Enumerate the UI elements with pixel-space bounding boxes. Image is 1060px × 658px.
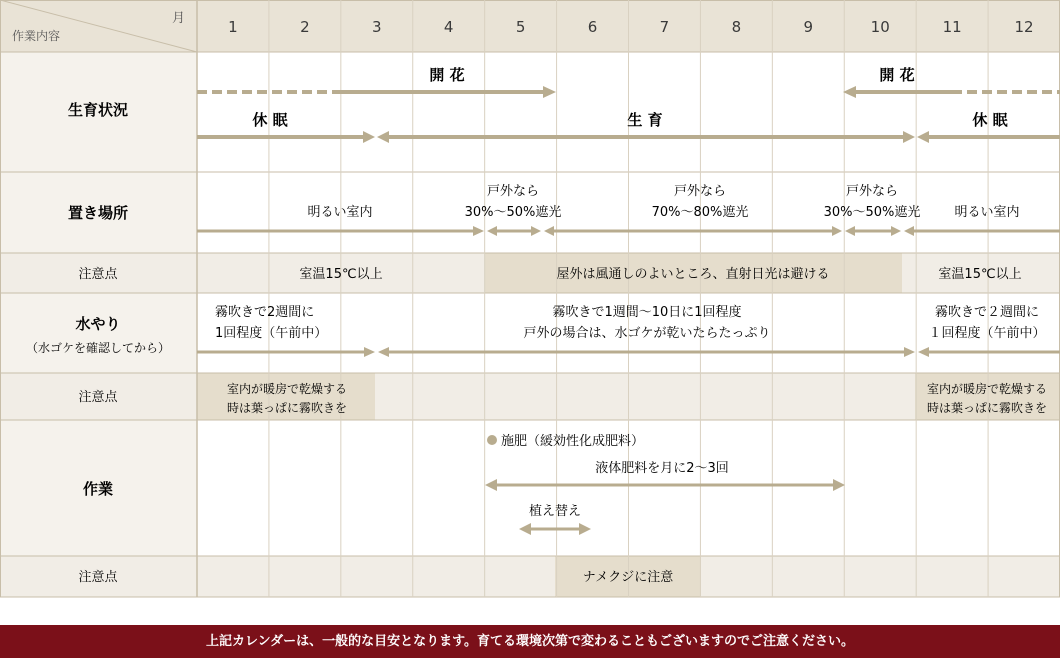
header-row-bg [0, 0, 1060, 52]
month-label: 1 [228, 18, 238, 36]
location-outdoor2-line1: 戸外なら [673, 184, 727, 199]
disclaimer-banner: 上記カレンダーは、一般的な目安となります。育てる環境次第で変わることもございますのでご注意ください。 [0, 625, 1060, 658]
work-note-slug: ナメクジに注意 [582, 570, 674, 585]
location-note-right: 室温15℃以上 [938, 267, 1022, 282]
month-label: 5 [515, 18, 526, 36]
row-label-water-note: 注意点 [78, 390, 118, 405]
row-label-growth: 生育状況 [67, 101, 129, 119]
corner-task-label: 作業内容 [12, 29, 61, 43]
month-divider-lines [269, 0, 988, 597]
work-liquid: 液体肥料を月に2〜3回 [595, 461, 729, 476]
work-fertilizer: 施肥（緩効性化成肥料） [501, 434, 645, 449]
water-note-right-line2: 時は葉っぱに霧吹きを [926, 401, 1048, 415]
month-label: 10 [870, 18, 890, 36]
location-outdoor3-line2: 30%〜50%遮光 [823, 205, 921, 220]
water-mid-line1: 霧吹きで1週間〜10日に1回程度 [552, 305, 742, 320]
water-note-left-line2: 時は葉っぱに霧吹きを [226, 401, 348, 415]
row-label-location-note: 注意点 [78, 267, 118, 282]
location-note-left: 室温15℃以上 [299, 267, 383, 282]
bloom-right-label: 開 花 [879, 66, 915, 84]
location-outdoor3-line1: 戸外なら [845, 184, 899, 199]
water-left-line2: 1回程度（午前中） [215, 326, 328, 341]
water-left-line1: 霧吹きで2週間に [215, 305, 315, 320]
month-label: 11 [942, 18, 962, 36]
fertilizer-dot-icon [487, 435, 497, 445]
month-label: 7 [659, 18, 670, 36]
water-right-line2: １回程度（午前中） [928, 326, 1046, 341]
row-label-location: 置き場所 [67, 204, 129, 222]
month-label: 8 [731, 18, 742, 36]
month-label: 6 [587, 18, 598, 36]
water-mid-line2: 戸外の場合は、水ゴケが乾いたらたっぷり [523, 326, 771, 341]
work-repot: 植え替え [528, 504, 582, 519]
location-indoor-left: 明るい室内 [307, 205, 373, 220]
row-label-water: 水やり [75, 315, 121, 333]
row-label-water-sub: （水ゴケを確認してから） [25, 341, 171, 355]
dormant-left-head [363, 131, 375, 143]
month-label: 9 [803, 18, 814, 36]
row-label-work: 作業 [82, 480, 114, 498]
dormant-left-label: 休 眠 [252, 111, 288, 129]
water-note-left-line1: 室内が暖房で乾燥する [226, 382, 348, 396]
location-note-middle: 屋外は風通しのよいところ、直射日光は避ける [556, 267, 830, 282]
water-note-right-line1: 室内が暖房で乾燥する [926, 382, 1048, 396]
water-right-line1: 霧吹きで２週間に [934, 305, 1040, 320]
grow-label: 生 育 [627, 111, 663, 129]
grow-right-head [903, 131, 915, 143]
month-label: 12 [1014, 18, 1034, 36]
location-outdoor1-line2: 30%〜50%遮光 [464, 205, 562, 220]
location-outdoor1-line1: 戸外なら [486, 184, 540, 199]
bloom-left-head [543, 86, 556, 98]
location-outdoor2-line2: 70%〜80%遮光 [651, 205, 749, 220]
month-label: 3 [372, 18, 382, 36]
location-indoor-right: 明るい室内 [954, 205, 1020, 220]
month-label: 2 [300, 18, 310, 36]
month-label: 4 [443, 18, 454, 36]
bloom-left-label: 開 花 [429, 66, 465, 84]
row-label-work-note: 注意点 [78, 570, 118, 585]
dormant-right-label: 休 眠 [972, 111, 1008, 129]
corner-month-label: 月 [171, 11, 185, 26]
